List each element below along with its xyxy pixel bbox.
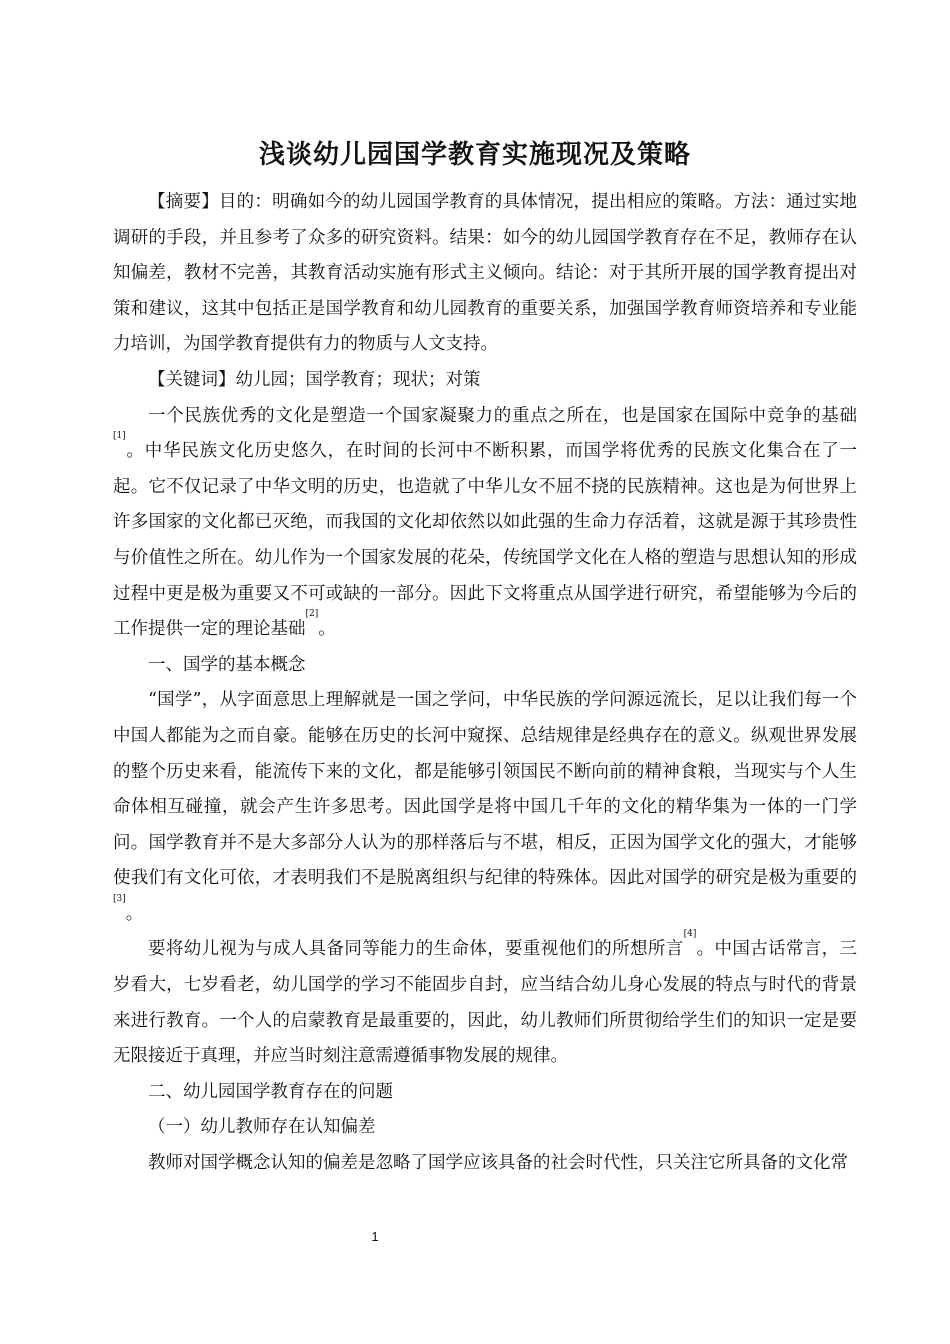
citation-3: [3] — [113, 893, 126, 904]
teacher-paragraph: 教师对国学概念认知的偏差是忽略了国学应该具备的社会时代性，只关注它所具备的文化常 — [148, 1153, 848, 1174]
page-number: 1 — [371, 1229, 379, 1244]
children-text-part2: 。中国古话常言，三岁看大，七岁看老，幼儿国学的学习不能固步自封，应当结合幼儿身心发展的特点与时代的背景来进行教育。一个人的启蒙教育是最重要的，因此，幼儿教师们所贯彻给学生们的知识一定是要无限接近于真理，并应当时刻注意需遵循事物发展的规律。 — [113, 939, 858, 1067]
concept-text-part2: 。 — [125, 903, 144, 924]
document-title: 浅谈幼儿园国学教育实施现况及策略 — [258, 140, 691, 170]
children-paragraph — [113, 929, 858, 1074]
intro-text-part3: 。 — [318, 619, 336, 640]
citation-1: [1] — [113, 431, 126, 442]
abstract-paragraph: 【摘要】目的：明确如今的幼儿园国学教育的具体情况，提出相应的策略。方法：通过实地调研的手段，并且参考了众多的研究资料。结果：如今的幼儿园国学教育存在不足，教师存在认知偏差，教材不完善，其教育活动实施有形式主义倾向。结论：对于其所开展的国学教育提出对策和建议，这其中包括正是国学教育和幼儿园教育的重要关系，加强国学教育师资培养和专业能力培训，为国学教育提供有力的物质与人文支持。 — [113, 192, 857, 355]
intro-text-part1: 一个民族优秀的文化是塑造一个国家凝聚力的重点之所在，也是国家在国际中竞争的基础 — [148, 405, 857, 426]
section-heading-2: 二、幼儿园国学教育存在的问题 — [148, 1081, 393, 1102]
children-text-part1: 要将幼儿视为与成人具备同等能力的生命体，要重视他们的所想所言 — [148, 939, 684, 960]
citation-2: [2] — [305, 609, 319, 620]
concept-text-part1: “国学”，从字面意思上理解就是一国之学问，中华民族的学问源远流长，足以让我们每一个中国人都能为之而自豪。能够在历史的长河中窥探、总结规律是经典存在的意义。纵观世界发展的整个历史来看，能流传下来的文化，都是能够引领国民不断向前的精神食粮，当现实与个人生命体相互碰撞，就会产生许多思考。因此国学是将中国几千年的文化的精华集为一体的一门学问。国学教育并不是大多部分人认为的那样落后与不堪，相反，正因为国学文化的强大，才能够使我们有文化可依，才表明我们不是脱离组织与纪律的特殊体。因此对国学的研究是极为重要的 — [113, 690, 857, 889]
intro-paragraph — [113, 399, 857, 648]
section-heading-1: 一、国学的基本概念 — [148, 654, 306, 675]
concept-paragraph — [113, 683, 857, 932]
intro-text-part2: 。中华民族文化历史悠久，在时间的长河中不断积累，而国学将优秀的民族文化集合在了一起。它不仅记录了中华文明的历史，也造就了中华儿女不屈不挠的民族精神。这也是为何世界上许多国家的文化都已灭绝，而我国的文化却依然以如此强的生命力存活着，这就是源于其珍贵性与价值性之所在。幼儿作为一个国家发展的花朵，传统国学文化在人格的塑造与思想认知的形成过程中更是极为重要又不可或缺的一部分。因此下文将重点从国学进行研究，希望能够为今后的工作提供一定的理论基础 — [113, 441, 857, 640]
subsection-heading-1: （一）幼儿教师存在认知偏差 — [148, 1117, 376, 1138]
document-body — [113, 185, 857, 1182]
keywords-paragraph: 【关键词】幼儿园；国学教育；现状；对策 — [148, 369, 481, 390]
citation-4: [4] — [683, 929, 697, 940]
